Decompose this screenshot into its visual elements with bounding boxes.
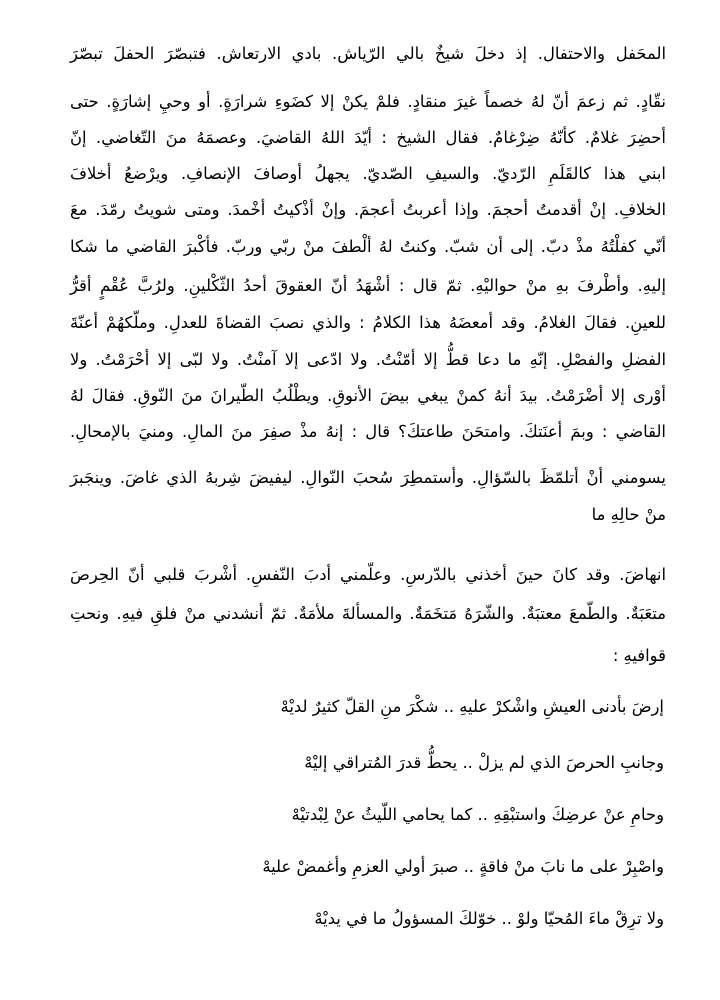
poem-verse: واصْبِرْ على ما نابَ منْ فاقةٍ .. صبرَ أولي العزمِ وأغمضْ عليهْ [262,857,664,876]
poem-verse: وحامِ عنْ عرضِكَ واستبْقِهِ .. كما يحامي اللّيثُ عنْ لِبْدتيْهْ [291,805,664,824]
paragraph1-line: ابني هذا كالقَلَمِ الرّديّ. والسيفِ الصّديّ. يجهلُ أوصافَ الإنصافِ. ويرْضعُ أخلافَ [70,164,666,183]
paragraph1-line: القاضي : وبمَ أعنَتكَ. وامتحَنَ طاعتكَ؟ قال : إنهُ مذْ صفِرَ منَ المالِ. ومنيَ بالإمحالِ. [70,422,666,441]
paragraph2-line: قوافيهِ : [612,646,666,665]
paragraph1-line: أحضِرَ غلامٌ. كأنّهُ ضِرْغامٌ. فقال الشيخ : أيّدَ اللهُ القاضيَ. وعصمَهُ منَ التّغاضي. إنّ [70,128,666,147]
poem-verse: إرضَ بأدنى العيشِ واشْكرْ عليهِ .. شكْرَ منِ القلّ كثيرٌ لديْهْ [280,697,664,716]
paragraph1-line: منْ حالِهِ ما [591,505,666,524]
paragraph1-line: أوْرى إلا أضْرَمْتُ. بيدَ أنهُ كمنْ يبغي بيضَ الأنوقِ. ويطْلُبُ الطّيرانَ منَ النّوقِ. فقالَ لهُ [70,386,666,405]
paragraph1-line: نقّادٍ. ثم زعمَ أنّ لهُ خصماً غيرَ منقادٍ. فلمْ يكنْ إلا كضَوءِ شرارَةٍ. أو وحيِ إشارَةٍ. حتى [70,92,666,111]
paragraph1-line: الفضلِ والفصْلِ. إنّهِ ما دعا قطُّ إلا أمّنْتُ. ولا ادّعى إلا آمنْتُ. ولا لبّى إلا أحْرَمْتُ. ولا [70,350,666,369]
paragraph1-line: الخلافِ. إنْ أقدمتُ أحجمَ. وإذا أعربتُ أعجمَ. وإنْ أذْكيتُ أخْمدَ. ومتى شويتُ رمّدَ. معَ [70,200,666,219]
paragraph1-line: للعينِ. فقالَ الغلامُ. وقد أمعضَهُ هذا الكلامُ : والذي نصبَ القضاةَ للعدلِ. وملّكهُمْ أعنّةَ [70,313,666,332]
poem-verse: وجانبِ الحرصَ الذي لم يزلْ .. يحطُّ قدرَ المُتراقي إليْهْ [304,753,664,772]
paragraph2-line: متعَبَةٌ. والطّمعَ معتبَةٌ. والشّرَهُ مَتخَمَةٌ. والمسألةَ ملأمَةٌ. ثمّ أنشدني منْ فلقِ فيهِ. ونحتِ [70,604,666,623]
poem-verse: ولا ترِقْ ماءَ المُحيّا ولوْ .. خوّلكَ المسؤولُ ما في يديْهْ [314,909,664,928]
paragraph1-line: المحَفل والاحتفال. إذ دخلَ شيخٌ بالي الرّياش. بادي الارتعاش. فتبصّرَ الحفلَ تبصّرَ [70,44,666,63]
paragraph1-line: يسومني أنْ أتلمّظَ بالسّؤالِ. وأستمطِرَ سُحبَ النّوالِ. ليفيضَ شِربهُ الذي غاضَ. وينجَبرَ [70,468,666,487]
paragraph1-line: أنّي كفلْتُهُ مذْ دبّ. إلى أن شبّ. وكنتُ لهُ ألْطفَ منْ ربّي وربّ. فأكْبرَ القاضي ما شكا [70,237,666,256]
paragraph1-line: إليهِ. وأطْرفَ بهِ منْ حواليْهِ. ثمّ قال : أشْهَدُ أنّ العقوقَ أحدُ الثّكْلينِ. ولرُبَّ عُقْمٍ أقرُّ [70,276,666,295]
paragraph2-line: انهاضَ. وقد كانَ حينَ أخذني بالدّرسِ. وعلّمني أدبَ النّفسِ. أشْربَ قلبي أنّ الحِرصَ [70,565,666,584]
